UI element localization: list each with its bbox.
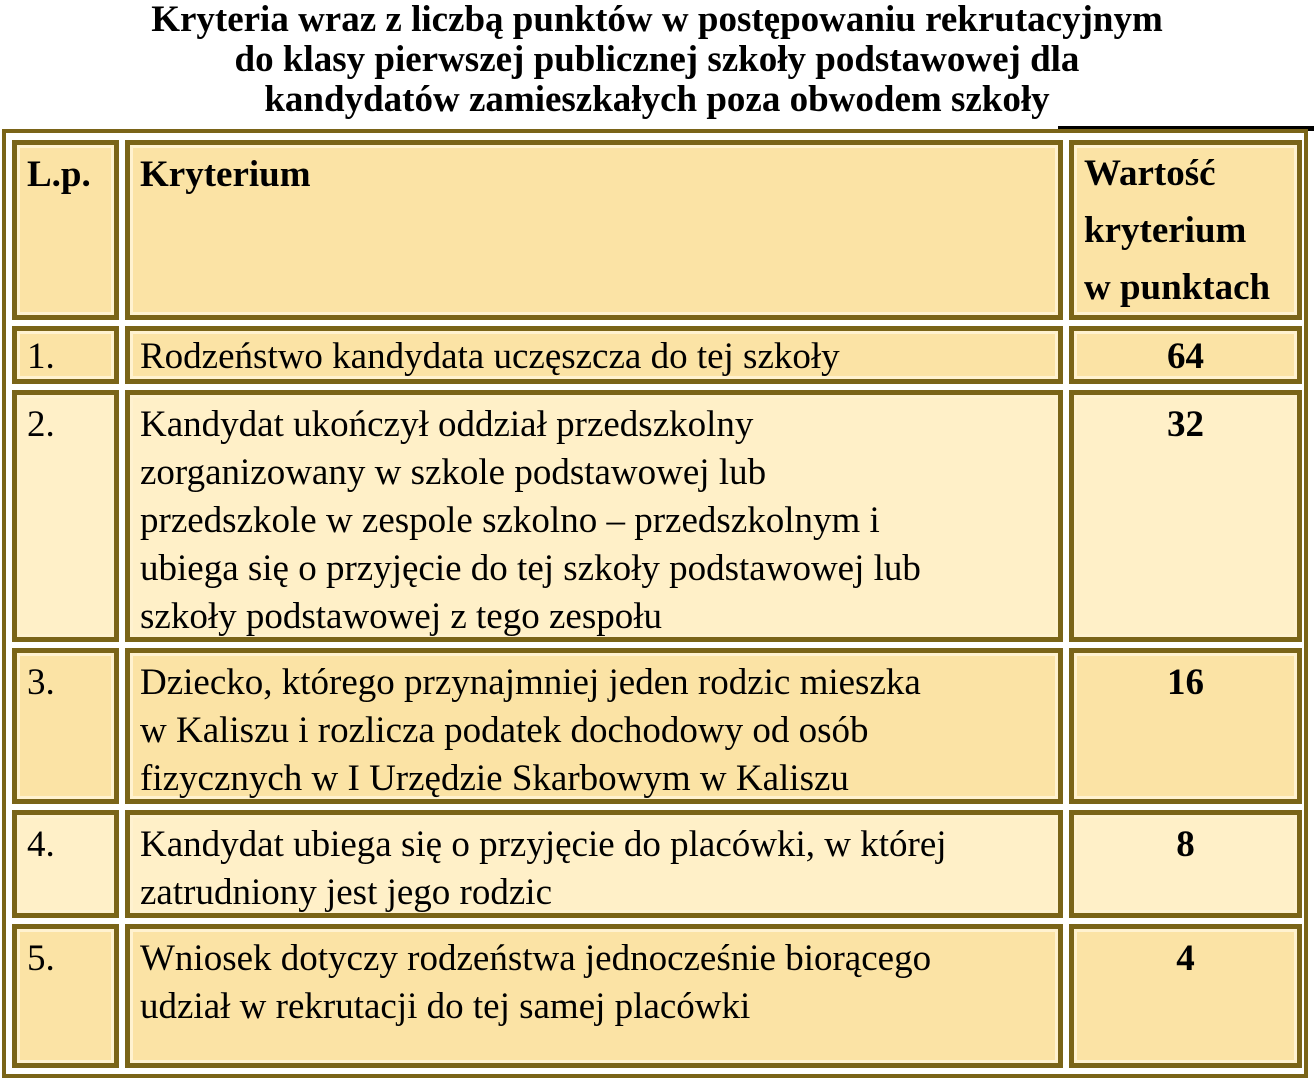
row-1-kryterium bbox=[125, 326, 1063, 384]
row-2-kryterium bbox=[125, 390, 1063, 642]
header-kryterium: Kryterium bbox=[125, 140, 1063, 320]
kryterium-line: zatrudniony jest jego rodzic bbox=[140, 872, 553, 913]
row-5-kryterium bbox=[125, 924, 1063, 1068]
kryterium-line: w Kaliszu i rozlicza podatek dochodowy od osób bbox=[140, 710, 869, 751]
row-4-kryterium bbox=[125, 810, 1063, 918]
row-2-lp: 2. bbox=[12, 390, 119, 642]
kryterium-line: fizycznych w I Urzędzie Skarbowym w Kaliszu bbox=[140, 758, 849, 799]
row-3-lp: 3. bbox=[12, 648, 119, 804]
row-3-kryterium bbox=[125, 648, 1063, 804]
row-4-lp: 4. bbox=[12, 810, 119, 918]
page-title bbox=[0, 0, 1314, 120]
row-4-punkty: 8 bbox=[1069, 810, 1302, 918]
header-wartosc-line: kryterium bbox=[1084, 210, 1247, 251]
title-line-3: kandydatów zamieszkałych poza obwodem szkoły bbox=[264, 79, 1050, 120]
kryterium-line: ubiega się o przyjęcie do tej szkoły podstawowej lub bbox=[140, 548, 921, 589]
row-1-lp: 1. bbox=[12, 326, 119, 384]
kryterium-line: Wniosek dotyczy rodzeństwa jednocześnie biorącego bbox=[140, 938, 932, 979]
header-wartosc-line: Wartość bbox=[1084, 153, 1216, 194]
kryterium-line: zorganizowany w szkole podstawowej lub bbox=[140, 452, 767, 493]
row-5-lp: 5. bbox=[12, 924, 119, 1068]
kryterium-line: Kandydat ubiega się o przyjęcie do placówki, w której bbox=[140, 824, 947, 865]
row-1-punkty: 64 bbox=[1069, 326, 1302, 384]
title-line-2: do klasy pierwszej publicznej szkoły podstawowej dla bbox=[234, 39, 1080, 80]
kryterium-line: Dziecko, którego przynajmniej jeden rodzic mieszka bbox=[140, 662, 921, 703]
kryterium-line: Rodzeństwo kandydata uczęszcza do tej szkoły bbox=[140, 336, 840, 377]
kryterium-line: Kandydat ukończył oddział przedszkolny bbox=[140, 404, 754, 445]
row-3-punkty: 16 bbox=[1069, 648, 1302, 804]
kryterium-line: udział w rekrutacji do tej samej placówki bbox=[140, 986, 751, 1027]
kryterium-line: przedszkole w zespole szkolno – przedszkolnym i bbox=[140, 500, 880, 541]
row-5-punkty: 4 bbox=[1069, 924, 1302, 1068]
kryterium-line: szkoły podstawowej z tego zespołu bbox=[140, 596, 662, 637]
title-line-1: Kryteria wraz z liczbą punktów w postępowaniu rekrutacyjnym bbox=[151, 0, 1163, 40]
row-2-punkty: 32 bbox=[1069, 390, 1302, 642]
header-lp: L.p. bbox=[12, 140, 119, 320]
header-wartosc bbox=[1069, 140, 1302, 320]
header-wartosc-line: w punktach bbox=[1084, 267, 1271, 308]
